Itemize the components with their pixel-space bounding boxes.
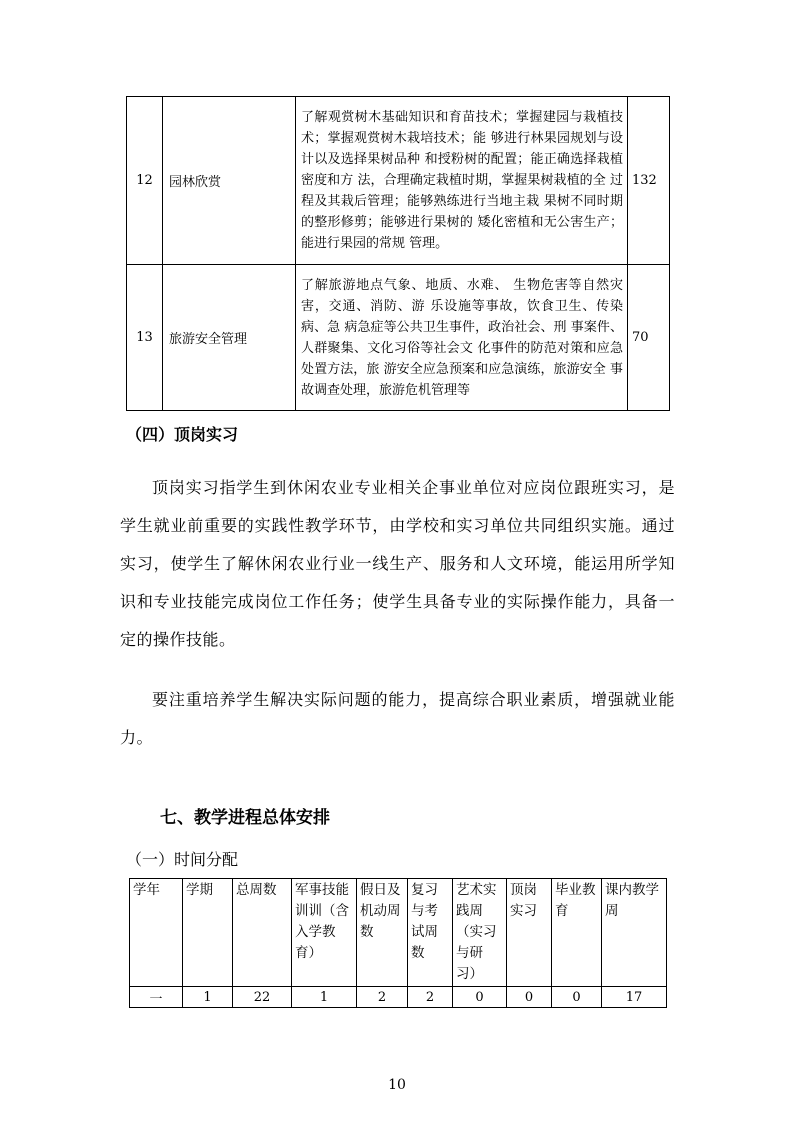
subsection-heading: （一）时间分配 bbox=[126, 850, 239, 869]
course-number: 13 bbox=[127, 265, 163, 411]
table-cell: 一 bbox=[130, 987, 183, 1008]
table-cell: 1 bbox=[183, 987, 233, 1008]
course-table bbox=[126, 96, 670, 411]
internship-heading: （四）顶岗实习 bbox=[126, 425, 239, 444]
table-cell: 0 bbox=[507, 987, 552, 1008]
table-cell: 22 bbox=[233, 987, 292, 1008]
course-hours: 132 bbox=[628, 97, 670, 265]
table-cell: 17 bbox=[602, 987, 667, 1008]
table-row bbox=[127, 97, 670, 265]
column-header: 学期 bbox=[183, 879, 233, 987]
column-header: 总周数 bbox=[233, 879, 292, 987]
column-header: 学年 bbox=[130, 879, 183, 987]
column-header: 军事技能训训（含入学教育） bbox=[292, 879, 357, 987]
internship-paragraph: 顶岗实习指学生到休闲农业专业相关企事业单位对应岗位跟班实习，是学生就业前重要的实践性教学环节，由学校和实习单位共同组织实施。通过实习，使学生了解休闲农业行业一线生产、服务和人文环境，能运用所学知识和专业技能完成岗位工作任务；使学生具备专业的实际操作能力，具备一定的操作技能。 bbox=[120, 478, 675, 649]
table-cell: 2 bbox=[408, 987, 453, 1008]
schedule-table bbox=[129, 878, 667, 1008]
column-header: 艺术实践周（实习与研习） bbox=[453, 879, 507, 987]
course-name: 园林欣赏 bbox=[163, 97, 296, 265]
table-cell: 2 bbox=[357, 987, 408, 1008]
course-hours: 70 bbox=[628, 265, 670, 411]
column-header: 课内教学周 bbox=[602, 879, 667, 987]
column-header: 假日及机动周数 bbox=[357, 879, 408, 987]
internship-paragraph-2: 要注重培养学生解决实际问题的能力，提高综合职业素质，增强就业能力。 bbox=[120, 690, 675, 747]
column-header: 顶岗实习 bbox=[507, 879, 552, 987]
course-name: 旅游安全管理 bbox=[163, 265, 296, 411]
column-header: 复习与考试周数 bbox=[408, 879, 453, 987]
table-cell: 0 bbox=[453, 987, 507, 1008]
table-cell: 0 bbox=[552, 987, 602, 1008]
column-header: 毕业教育 bbox=[552, 879, 602, 987]
page-number: 10 bbox=[388, 1077, 406, 1093]
course-number: 12 bbox=[127, 97, 163, 265]
course-description: 了解观赏树木基础知识和育苗技术；掌握建园与栽植技术；掌握观赏树木栽培技术；能 够进行林果园规划与设计以及选择果树品种 和授粉树的配置；能正确选择栽植密度和方 法，合理确定栽植时期，掌握果树栽植的全 过程及其栽后管理；能够熟练进行当地主栽 果树不同时期的整形修剪；能够进行果树的 矮化密植和无公害生产；能进行果园的常规 管理。 bbox=[296, 97, 628, 265]
section-heading: 七、教学进程总体安排 bbox=[160, 808, 330, 828]
table-cell: 1 bbox=[292, 987, 357, 1008]
schedule-header-row bbox=[130, 879, 667, 987]
table-row bbox=[127, 265, 670, 411]
course-description: 了解旅游地点气象、地质、水难、 生物危害等自然灾害，交通、消防、游 乐设施等事故，饮食卫生、传染病、急 病急症等公共卫生事件，政治社会、刑 事案件、人群聚集、文化习俗等社会文 化事件的防范对策和应急处置方法，旅 游安全应急预案和应急演练，旅游安全 事故调查处理，旅游危机管理等 bbox=[296, 265, 628, 411]
table-row bbox=[130, 987, 667, 1008]
